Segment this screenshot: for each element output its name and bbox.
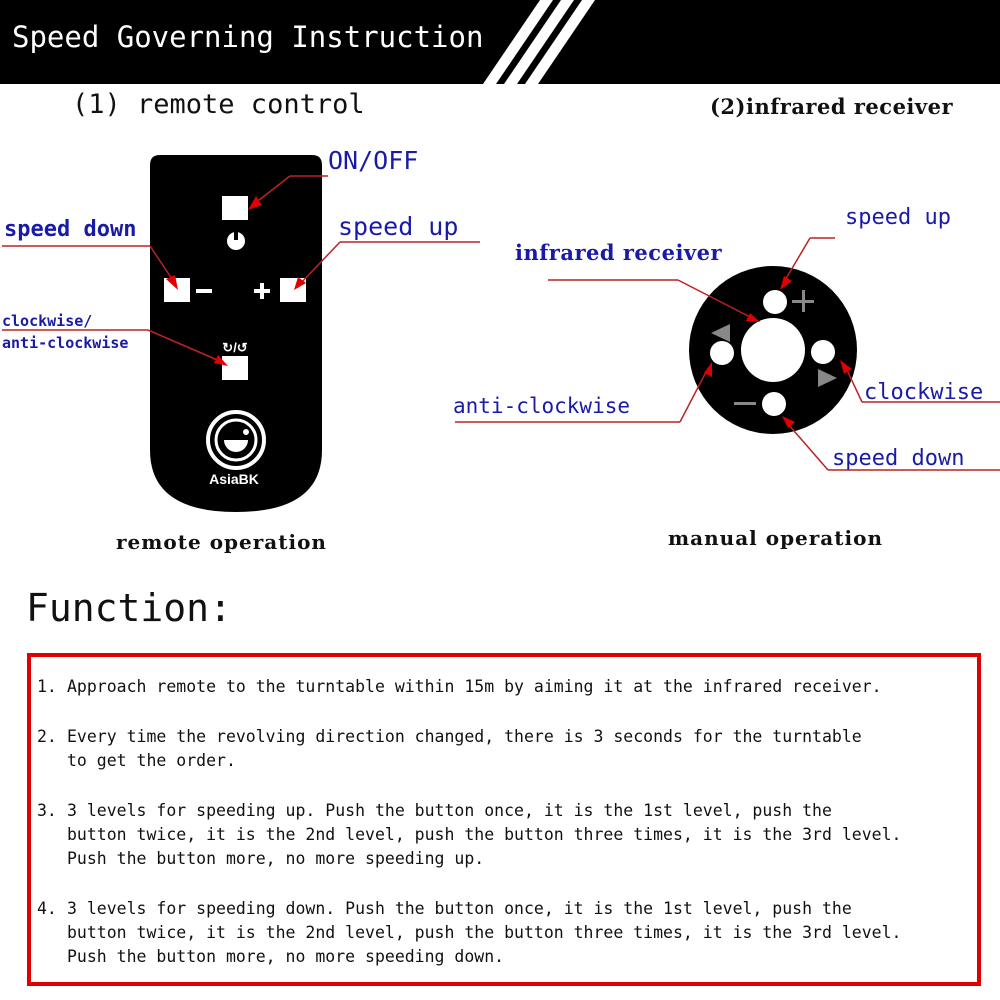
callout-clockwise: clockwise/ (2, 312, 93, 330)
callout-anticlockwise: anti-clockwise (2, 334, 129, 352)
remote-control-label: (1) remote control (72, 89, 365, 120)
function-list (37, 675, 977, 995)
function-title: Function: (26, 586, 232, 630)
list-item (37, 799, 977, 871)
list-item (37, 725, 977, 773)
power-button (222, 196, 248, 220)
list-item (37, 675, 977, 699)
speed-down-button (164, 278, 190, 302)
list-item-text: 3 levels for speeding up. Push the button once, it is the 1st level, push the button twice, it is the 2nd level, push the button three times, it is the 3rd level. Push the button more, no more speeding up. (67, 801, 902, 868)
callout-speed-down: speed down (4, 217, 137, 242)
receiver-clockwise-button (811, 340, 835, 364)
callout-on-off: ON/OFF (328, 146, 419, 175)
receiver-anticlockwise-button (710, 341, 734, 365)
list-item-number: 4. (37, 899, 57, 918)
receiver-minus-icon (734, 402, 756, 405)
receiver-sensor (741, 318, 805, 382)
caption-remote-operation: remote operation (116, 530, 327, 554)
infrared-receiver-label: (2)infrared receiver (710, 94, 954, 119)
brand-name: AsiaBK (209, 471, 259, 487)
page-title: Speed Governing Instruction (12, 20, 484, 54)
callout-anticlockwise-receiver: anti-clockwise (453, 394, 631, 418)
list-item-number: 3. (37, 801, 57, 820)
callout-speed-up: speed up (338, 212, 459, 241)
caption-manual-operation: manual operation (668, 526, 883, 550)
callout-clockwise-receiver: clockwise (864, 380, 984, 405)
list-item-number: 2. (37, 727, 57, 746)
minus-icon (196, 289, 212, 293)
list-item-text: 3 levels for speeding down. Push the button once, it is the 1st level, push the button twice, it is the 2nd level, push the button three times, it is the 3rd level. Push the button more, no more speeding down. (67, 899, 902, 966)
direction-button (222, 356, 248, 380)
function-box (27, 653, 981, 986)
list-item-number: 1. (37, 677, 57, 696)
receiver-speed-up-button (763, 290, 787, 314)
list-item (37, 897, 977, 969)
callout-receiver-speed-up: speed up (845, 205, 951, 230)
list-item-text: Every time the revolving direction changed, there is 3 seconds for the turntable to get the order. (67, 727, 862, 770)
list-item-text: Approach remote to the turntable within 15m by aiming it at the infrared receiver. (67, 677, 882, 696)
receiver-speed-down-button (762, 392, 786, 416)
receiver-plus-icon (802, 290, 805, 312)
callout-speed-down-receiver: speed down (832, 446, 965, 471)
direction-icon: ↻/↺ (222, 340, 248, 355)
callout-infrared-receiver: infrared receiver (515, 240, 723, 265)
